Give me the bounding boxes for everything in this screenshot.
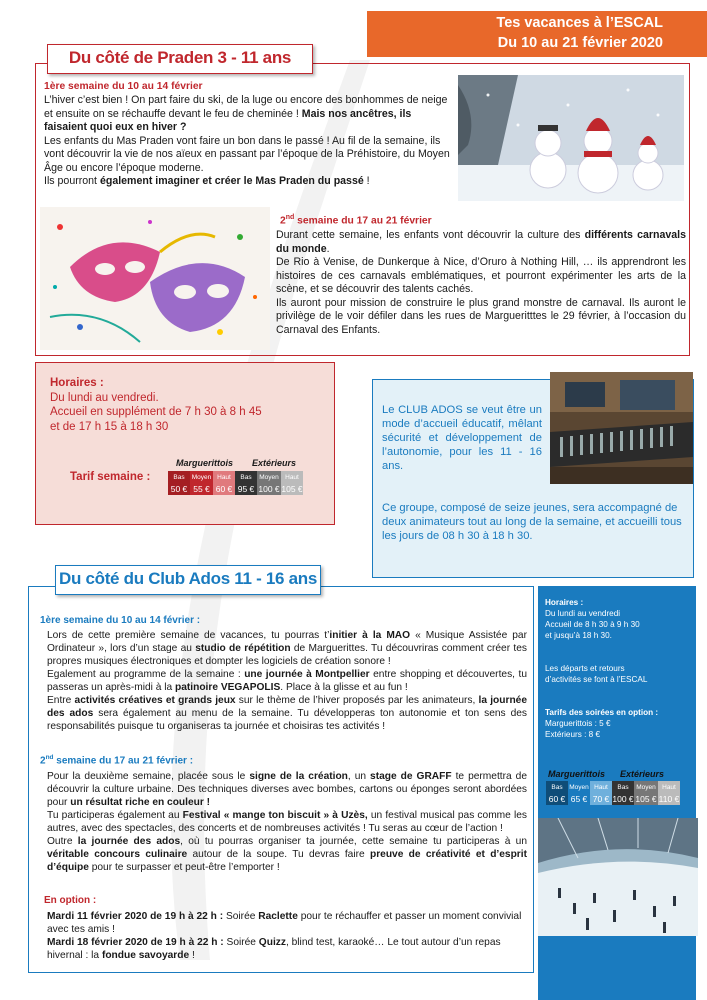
option-heading: En option : [44, 895, 97, 906]
club-ados-description: Le CLUB ADOS se veut être un mode d’accueil éducatif, mêlant sécurité et développement de l’autonomie, pour les 11 - 16 ans. [382, 404, 542, 472]
club-ados-title: Du côté du Club Ados 11 - 16 ans [55, 565, 321, 595]
sidebar-tarif-table: Bas Moyen Haut Bas Moyen Haut 60 € 65 € 70 € 100 € 105 € 110 € [546, 781, 680, 805]
praden-week2-text: Durant cette semaine, les enfants vont découvrir la culture des différents carnavals du monde. De Rio à Venise, de Dunkerque à Nice, d’Oruro à Nothing Hill, … ils apprendront les histoires de ces carnavals emblématiques, et pourront expérimenter les arts de la scène, et se découvrir des talents cachés. Ils auront pour mission de construire le plus grand monstre de carnaval. Ils auront le privilège de le voir défiler dans les rues de Margueritttes le 29 février, à l’occasion du Carnaval des Enfants. [276, 229, 686, 336]
praden-title: Du côté de Praden 3 - 11 ans [47, 44, 313, 74]
club-week1-text: Lors de cette première semaine de vacances, tu pourras t’initier à la MAO « Musique Assistée par Ordinateur », lors d’un stage au studio de répétition de Marguerittes. Tu découvriras comment créer tes propres musiques électroniques et dompter les logiciels de création sonore ! Egalement au programme de la semaine : une journée à Montpellier entre shopping et découvertes, tu passeras un après-midi à la patinoire VEGAPOLIS. Place à la glisse et au fun ! Entre activités créatives et grands jeux sur le thème de l’hiver proposés par les animateurs, la journée des ados sera également au menu de la semaine. Tu développeras ton autonomie et ton sens des responsabilités puisque tu organiseras ta journée et choisiras tes activités ! [47, 630, 528, 732]
club-week1-heading: 1ère semaine du 10 au 14 février : [40, 615, 201, 626]
sidebar-horaires: Horaires : Du lundi au vendredi Accueil de 8 h 30 à 9 h 30 et jusqu’à 18 h 30. Les départs et retours d’activités se font à l’ESCAL Tarifs des soirées en option : Marguerittois : 5 € Extérieurs : 8 € [545, 598, 659, 739]
praden-week2-heading: 2nd semaine du 17 au 21 février [280, 214, 432, 227]
club-week2-text: Pour la deuxième semaine, placée sous le signe de la création, un stage de GRAFF te permettra de découvrir la culture urbaine. Des techniques diverses avec bombes, cartons ou éponges seront abordées pour un résultat riche en couleur ! Tu participeras également au Festival « mange ton biscuit » à Uzès, un festival musical pas comme les autres, avec des spectacles, des concerts et de nombreuses activités ! Tu seras au cœur de l’action ! Outre la journée des ados, où tu pourras organiser ta journée, cette semaine tu participeras à un véritable concours culinaire autour de la soupe. Tu devras faire preuve de créativité et d’esprit d’équipe pour te surpasser et peut-être l’emporter ! [47, 771, 527, 873]
praden-week1-text: L’hiver c’est bien ! On part faire du ski, de la luge ou encore des bonhommes de neige et ensuite on se réchauffe devant le feu de cheminée ! Mais nos ancêtres, ils faisaient quoi eux en hiver ? Les enfants du Mas Praden vont faire un bon dans le passé ! Au fil de la semaine, ils vont découvrir la vie de nos aïeux en passant par l’époque de la Préhistoire, du Moyen Âge ou encore l’époque moderne. Ils pourront également imaginer et créer le Mas Praden du passé ! [44, 94, 450, 187]
header-line-2: Du 10 au 21 février 2020 [497, 35, 663, 51]
praden-tarif-table: Bas Moyen Haut Bas Moyen Haut 50 € 55 € 60 € 95 € 100 € 105 € [168, 471, 303, 495]
club-week2-heading: 2nd semaine du 17 au 21 février : [40, 754, 194, 767]
option-text: Mardi 11 février 2020 de 19 h à 22 h : Soirée Raclette pour te réchauffer et passer un moment convivial avec tes amis ! Mardi 18 février 2020 de 19 h à 22 h : Soirée Quizz, blind test, karaoké… Le tout autour d’un repas hivernal : la fondue savoyarde ! [47, 911, 522, 961]
praden-horaires-text: Horaires : Du lundi au vendredi. Accueil en supplément de 7 h 30 à 8 h 45 et de 17 h 15 à 18 h 30 [50, 377, 262, 433]
carnival-masks-image [40, 207, 270, 350]
header-banner [367, 11, 707, 57]
tarif-semaine-label: Tarif semaine : [70, 471, 151, 483]
praden-week1-heading: 1ère semaine du 10 au 14 février [44, 81, 203, 92]
snowmen-image [458, 75, 684, 201]
ice-rink-image [538, 818, 698, 936]
club-ados-group-info: Ce groupe, composé de seize jeunes, sera accompagné de deux animateurs tout au long de la semaine, et accueilli tous les jours de 08 h 30 à 18 h 30. [382, 502, 682, 542]
studio-image [550, 372, 693, 484]
header-line-1: Tes vacances à l’ESCAL [496, 15, 663, 31]
